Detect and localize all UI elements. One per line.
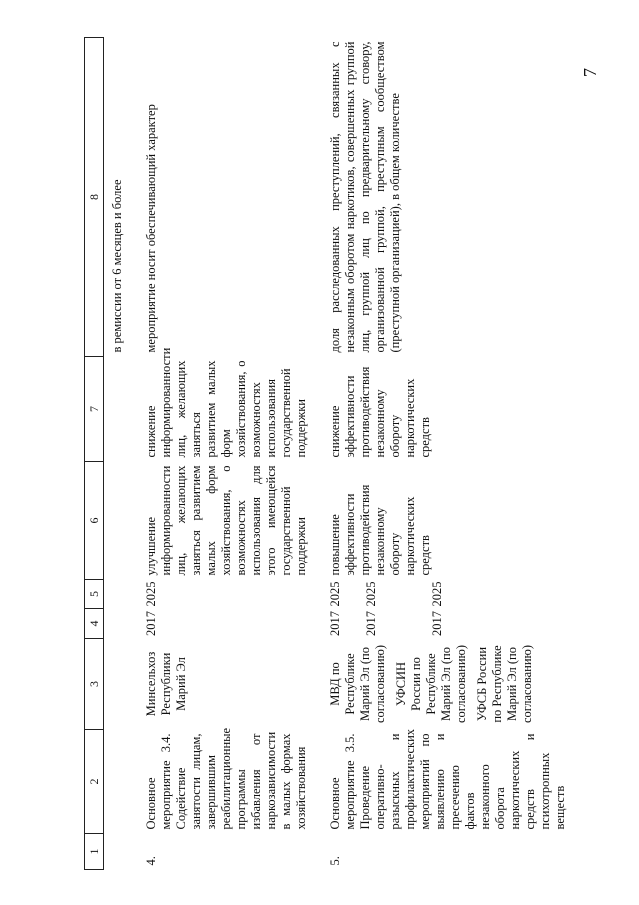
measure-name: Основное мероприятие 3.5. Проведение оперативно-разыскных и профилактических мероприятий по выявлению и пресечению фактов незаконного оборота наркотических средств и психотропных веществ — [328, 728, 567, 830]
relation-to-indicators: мероприятие носит обеспечивающий характер — [144, 104, 158, 353]
continuation-text: в ремиссии от 6 месяцев и более — [110, 179, 124, 353]
measure-name: Основное мероприятие 3.4. Содействие занятости лицам, завершившим реабилитационные программы избавления от наркозависимости в малых формах хозяйствования — [144, 727, 308, 830]
col-header-3: 3 — [85, 639, 104, 730]
col-header-7: 7 — [85, 357, 104, 462]
column-numbers-row — [85, 38, 104, 870]
row-number: 5. — [328, 856, 342, 866]
continuation-row — [104, 38, 140, 870]
executor: Минсельхоз Республики Марий Эл — [144, 651, 188, 717]
page-number: 7 — [580, 68, 600, 77]
executor: МВД по Республике Марий Эл (по согласованию) — [328, 644, 387, 724]
end-year: 2025 — [144, 581, 158, 607]
col-header-5: 5 — [85, 580, 104, 609]
executor: УФСБ России по Республике Марий Эл (по согласованию) — [475, 644, 534, 724]
executors — [323, 639, 582, 730]
end-year: 2025 — [364, 581, 378, 607]
end-year: 2025 — [328, 581, 342, 607]
start-year: 2017 — [144, 611, 158, 636]
start-years — [323, 609, 582, 639]
program-measures-table — [84, 37, 582, 870]
col-header-6: 6 — [85, 462, 104, 580]
executor: УФСИН России по Республике Марий Эл (по согласованию) — [394, 644, 468, 724]
expected-result: повышение эффективности противодействия незаконному обороту наркотических средств — [328, 484, 432, 576]
expected-result: улучшение информированности лиц, желающих заняться развитием малых форм хозяйствования, о возможностях использования для этого имеющейся государственной поддержки — [144, 465, 308, 576]
table-row — [323, 38, 582, 870]
start-year: 2017 — [430, 611, 444, 636]
non-implementation-consequences: снижение информированности лиц, желающих заняться развитием малых форм хозяйствования, о возможностях использования государственной поддержки — [144, 347, 308, 458]
start-year: 2017 — [328, 611, 342, 636]
end-years — [323, 580, 582, 609]
table-row — [139, 38, 323, 870]
row-number: 4. — [144, 856, 158, 866]
relation-to-indicators: доля расследованных преступлений, связанных с незаконным оборотом наркотиков, совершенных группой лиц, группой лиц по предварительному сговору, организованной группой, преступным сообществом (преступной организацией), в общем количестве — [328, 41, 402, 353]
start-year: 2017 — [364, 611, 378, 636]
col-header-8: 8 — [85, 38, 104, 357]
col-header-1: 1 — [85, 834, 104, 870]
non-implementation-consequences: снижение эффективности противодействия незаконному обороту наркотических средств — [328, 366, 432, 458]
col-header-4: 4 — [85, 609, 104, 639]
end-year: 2025 — [430, 581, 444, 607]
col-header-2: 2 — [85, 730, 104, 834]
